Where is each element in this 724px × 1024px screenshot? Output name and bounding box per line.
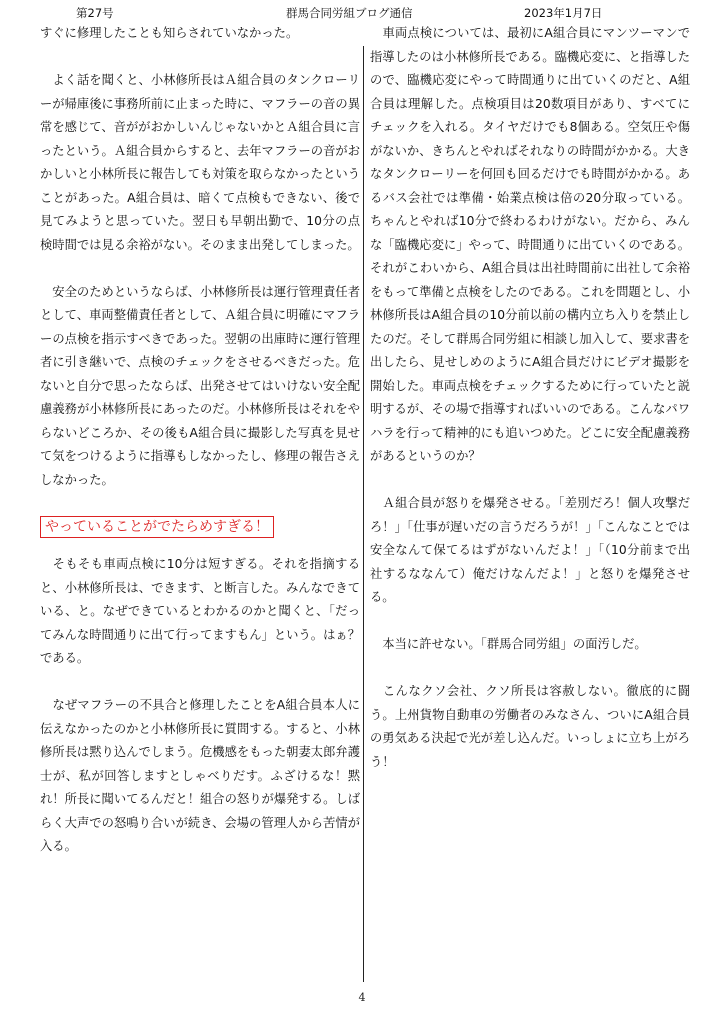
page-number: 4 <box>358 991 366 1004</box>
right-paragraph-3: 本当に許せない。「群馬合同労組」の面汚しだ。 <box>370 637 647 651</box>
left-paragraph-2: よく話を聞くと、小林修所長はＡ組合員のタンクローリーが帰庫後に事務所前に止まった時に、マフラーの音の異常を感じて、音ががおかしいんじゃないかとＡ組合員に言ったという。Ａ組合員からすると、去年マフラーの音がおかしいと小林所長に報告しても対策を取らなかったということがあった。A組合員は、暗くて点検もできない、後で見てみようと思っていた。翌日も早朝出勤で、10分の点検時間では見る余裕がない。そのまま出発してしまった。 <box>40 73 360 252</box>
left-paragraph-1: すぐに修理したことも知らされていなかった。 <box>40 26 299 40</box>
newsletter-title: 群馬合同労組ブログ通信 <box>286 6 413 20</box>
left-paragraph-5: なぜマフラーの不具合と修理したことをA組合員本人に伝えなかったのかと小林修所長に質問する。すると、小林修所長は黙り込んでしまう。危機感をもった朝妻太郎弁護士が、私が回答しますとしゃべりだす。ふざけるな！黙れ！所長に聞いてるんだと！組合の怒りが爆発する。しばらく大声での怒鳴り合いが続き、会場の管理人から苦情が入る。 <box>40 698 360 853</box>
left-column <box>40 22 360 859</box>
issue-date: 2023年1月7日 <box>524 6 603 20</box>
right-paragraph-2: Ａ組合員が怒りを爆発させる。「差別だろ！個人攻撃だろ！」「仕事が遅いだの言うだろうが！」「こんなことでは安全なんて保てるはずがないんだよ！」「（10分前まで出社するななんて）俺だけなんだよ！」と怒りを爆発させる。 <box>370 496 690 604</box>
left-paragraph-4: そもそも車両点検に10分は短すぎる。それを指摘すると、小林修所長は、できます、と断言した。みんなできている、と。なぜできているとわかるのかと聞くと、「だってみんな時間通りに出て行ってますもん」という。はぁ？である。 <box>40 557 360 665</box>
right-paragraph-4: こんなクソ会社、クソ所長は容赦しない。徹底的に闘う。上州貨物自動車の労働者のみなさん、ついにA組合員の勇気ある決起で光が差し込んだ。いっしょに立ち上がろう！ <box>370 684 690 769</box>
column-divider <box>363 46 364 982</box>
right-paragraph-1: 車両点検については、最初にA組合員にマンツーマンで指導したのは小林修所長である。臨機応変に、と指導したので、臨機応変にやって時間通りに出ていくのだと、A組合員は理解した。点検項目は20数項目があり、すべてにチェックを入れる。タイヤだけでも8個ある。空気圧や傷がないか、きちんとやればそれなりの時間がかかる。大きなタンクローリーを何回も回るだけでも時間がかかる。あるバス会社では準備・始業点検は倍の20分取っている。ちゃんとやれば10分で終わるわけがない。だから、みんな「臨機応変に」やって、時間通りに出ていくのである。それがこわいから、A組合員は出社時間前に出社して余裕をもって準備と点検をしたのである。これを問題とし、小林修所長はA組合員の10分前以前の構内立ち入りを禁止したのだ。そして群馬合同労組に相談し加入して、要求書を出したら、見せしめのようにA組合員だけにビデオ撮影を開始した。車両点検をチェックするために行っていたと説明するが、その場で指導すればいいのである。こんなパワハラを行って精神的にも追いつめた。どこに安全配慮義務があるというのか？ <box>370 26 690 463</box>
issue-number: 第27号 <box>76 6 114 20</box>
section-heading: やっていることがでたらめすぎる！ <box>40 516 274 538</box>
left-paragraph-3: 安全のためというならば、小林修所長は運行管理責任者として、車両整備責任者として、Ａ組合員に明確にマフラーの点検を指示すべきであった。翌朝の出庫時に運行管理者に引き継いで、点検のチェックをさせるべきだった。危ないと自分で思ったならば、出発させてはいけない安全配慮義務が小林修所長にあったのだ。小林修所長はそれをやらないどころか、その後もA組合員に撮影した写真を見せて気をつけるように指導もしなかったし、修理の報告さえしなかった。 <box>40 284 360 487</box>
right-column <box>370 22 690 774</box>
